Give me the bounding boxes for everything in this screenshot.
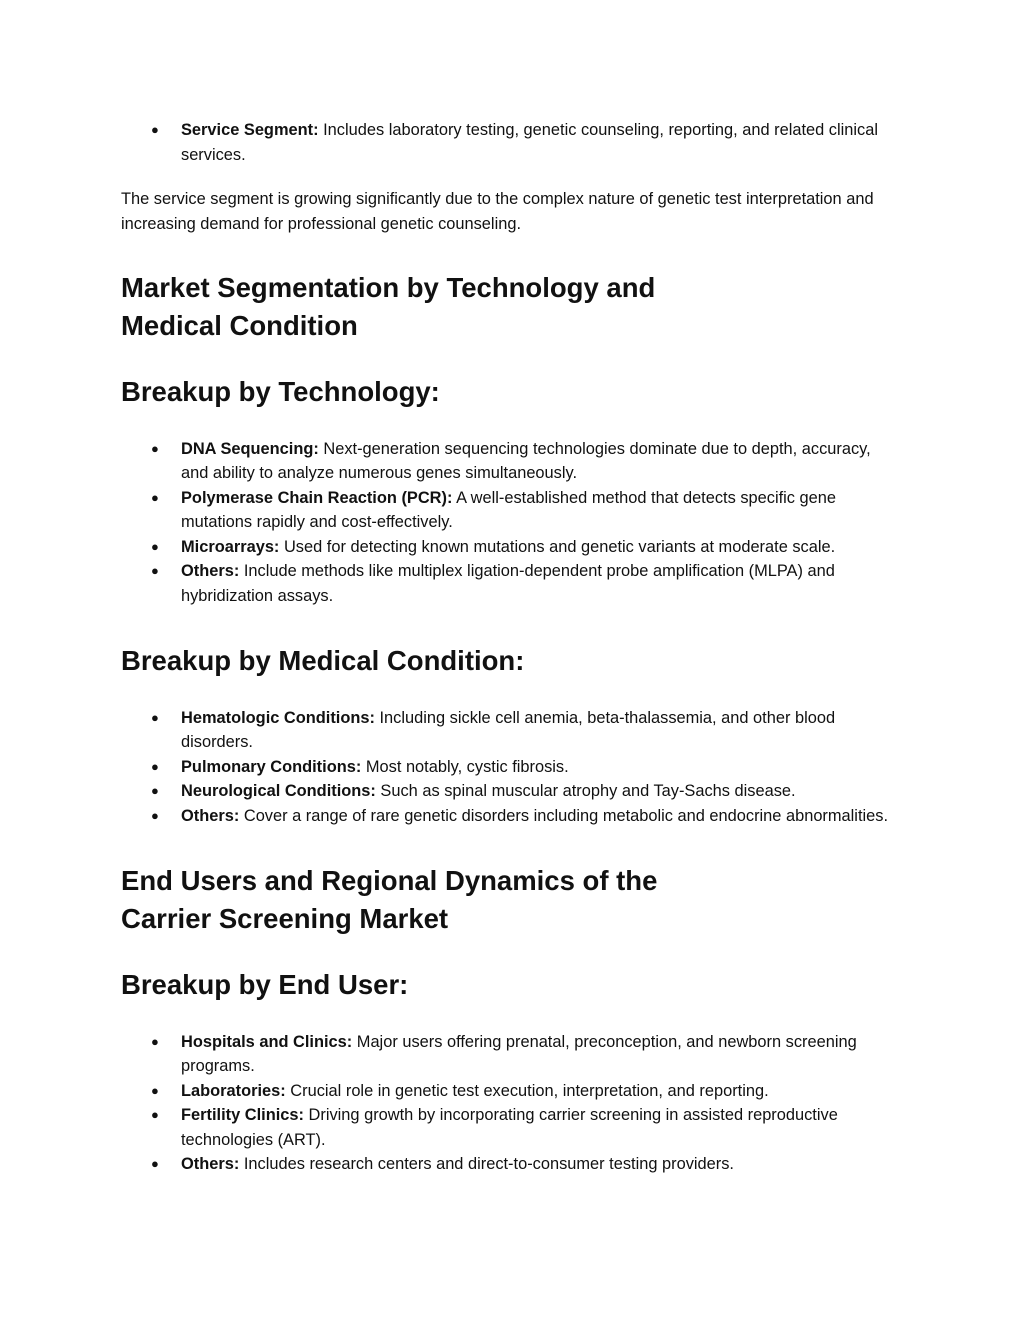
bullet-icon: ● bbox=[151, 758, 159, 774]
bullet-icon: ● bbox=[151, 1082, 159, 1098]
list-item-term: Hospitals and Clinics: bbox=[181, 1032, 353, 1051]
list-item-desc: Major users offering prenatal, preconception, and newborn screening programs. bbox=[181, 1032, 857, 1075]
bullet-icon: ● bbox=[151, 709, 159, 725]
bullet-icon: ● bbox=[151, 440, 159, 456]
list-item-term: Hematologic Conditions: bbox=[181, 708, 375, 727]
section-heading-technology-medical: Market Segmentation by Technology and Medical Condition bbox=[121, 272, 656, 341]
subheading-technology: Breakup by Technology: bbox=[121, 376, 440, 407]
bullet-icon: ● bbox=[151, 1033, 159, 1049]
list-item-desc: Crucial role in genetic test execution, interpretation, and reporting. bbox=[285, 1081, 769, 1100]
list-item bbox=[151, 1079, 904, 1104]
bullet-icon: ● bbox=[151, 122, 159, 137]
list-item bbox=[151, 486, 904, 535]
bullet-icon: ● bbox=[151, 1107, 159, 1122]
service-paragraph: The service segment is growing significantly due to the complex nature of genetic test interpretation and increasing demand for professional genetic counseling. bbox=[121, 190, 874, 233]
list-item bbox=[151, 779, 904, 804]
bullet-icon: ● bbox=[151, 807, 159, 823]
list-item-desc: Cover a range of rare genetic disorders including metabolic and endocrine abnormalities. bbox=[239, 806, 888, 825]
list-item bbox=[151, 535, 904, 560]
section-heading-end-users-regional: End Users and Regional Dynamics of the Carrier Screening Market bbox=[121, 865, 658, 934]
list-item-term: Neurological Conditions: bbox=[181, 782, 376, 800]
medical-condition-list bbox=[121, 706, 904, 829]
list-item-term: DNA Sequencing: bbox=[181, 439, 319, 458]
list-item-desc: Includes laboratory testing, genetic counseling, reporting, and related clinical services. bbox=[181, 121, 878, 164]
list-item-desc: Next-generation sequencing technologies dominate due to depth, accuracy, and ability to analyze numerous genes simultaneously. bbox=[181, 439, 871, 482]
list-item bbox=[151, 437, 904, 486]
list-item-desc: Includes research centers and direct-to-consumer testing providers. bbox=[239, 1155, 734, 1173]
end-user-list bbox=[121, 1030, 904, 1177]
list-item-term: Service Segment: bbox=[181, 121, 319, 139]
bullet-icon: ● bbox=[151, 1156, 159, 1171]
list-item-term: Fertility Clinics: bbox=[181, 1106, 304, 1124]
subheading-medical-condition: Breakup by Medical Condition: bbox=[121, 645, 525, 676]
list-item bbox=[151, 1030, 904, 1079]
list-item-term: Others: bbox=[181, 1155, 240, 1173]
list-item-term: Others: bbox=[181, 562, 240, 580]
list-item bbox=[151, 1152, 904, 1177]
list-item-desc: Most notably, cystic fibrosis. bbox=[361, 757, 569, 776]
bullet-icon: ● bbox=[151, 538, 159, 554]
technology-list bbox=[121, 437, 904, 609]
bullet-icon: ● bbox=[151, 489, 159, 505]
list-item bbox=[151, 559, 904, 608]
list-item bbox=[151, 755, 904, 780]
bullet-icon: ● bbox=[151, 563, 159, 578]
list-item-term: Polymerase Chain Reaction (PCR): bbox=[181, 488, 453, 507]
list-item bbox=[151, 1103, 904, 1152]
subheading-end-user: Breakup by End User: bbox=[121, 969, 409, 1000]
service-segment-list bbox=[121, 118, 904, 167]
list-item-term: Laboratories: bbox=[181, 1081, 286, 1100]
list-item bbox=[151, 118, 904, 167]
list-item-desc: Include methods like multiplex ligation-dependent probe amplification (MLPA) and hybridization assays. bbox=[181, 562, 835, 605]
list-item-term: Others: bbox=[181, 806, 240, 825]
list-item-desc: A well-established method that detects specific gene mutations rapidly and cost-effectively. bbox=[181, 488, 837, 531]
list-item-term: Microarrays: bbox=[181, 537, 280, 556]
list-item-desc: Including sickle cell anemia, beta-thalassemia, and other blood disorders. bbox=[181, 708, 836, 751]
list-item-term: Pulmonary Conditions: bbox=[181, 757, 362, 776]
list-item bbox=[151, 804, 904, 829]
list-item bbox=[151, 706, 904, 755]
list-item-desc: Such as spinal muscular atrophy and Tay-Sachs disease. bbox=[375, 782, 796, 800]
bullet-icon: ● bbox=[151, 783, 159, 798]
list-item-desc: Driving growth by incorporating carrier screening in assisted reproductive technologies (ART). bbox=[181, 1106, 838, 1149]
list-item-desc: Used for detecting known mutations and genetic variants at moderate scale. bbox=[279, 537, 836, 556]
